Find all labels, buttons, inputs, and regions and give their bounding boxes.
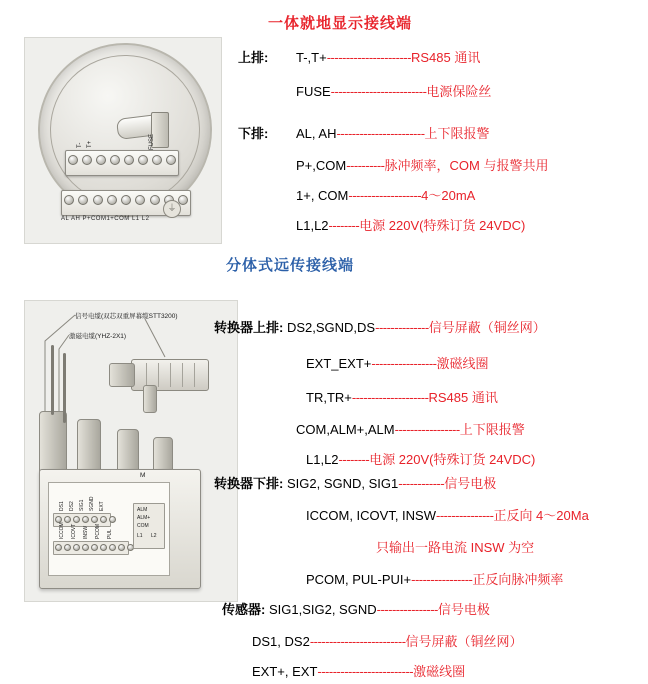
page-title-top: 一体就地显示接线端 <box>268 15 413 32</box>
panel-label-ds2: DS2 <box>69 501 75 511</box>
line-ext-plus: EXT+, EXT-------------------------激磁线圈 <box>252 664 466 679</box>
converter-terminal-panel <box>48 482 170 576</box>
terminal-screws-upper <box>68 155 176 164</box>
panel-label-sig1: SIG1 <box>79 499 85 511</box>
wire-left <box>51 345 54 415</box>
converter-enclosure <box>39 469 201 589</box>
terminal-screws-lower-mini <box>55 544 134 551</box>
line-pcom-pul: PCOM, PUL-PUI+----------------正反向脉冲频率 <box>306 572 564 587</box>
panel-label-pcom: PCOM <box>95 524 101 539</box>
line-l1-l2-bottom: L1,L2--------电源 220V(特殊订货 24VDC) <box>306 452 536 467</box>
panel-label-iccom: ICCOM <box>59 522 65 539</box>
cable-gland-left <box>109 363 135 387</box>
line-ds1-ds2: DS1, DS2-------------------------信号屏蔽（铜丝网） <box>252 634 523 649</box>
line-fuse: FUSE-------------------------电源保险丝 <box>296 84 492 99</box>
panel-label-alm-plus: ALM+ <box>137 515 151 521</box>
label-lower-row: 下排: <box>238 126 269 141</box>
panel-label-ext: EXT <box>99 501 105 511</box>
line-l1-l2-top: L1,L2--------电源 220V(特殊订货 24VDC) <box>296 218 526 233</box>
label-upper-row: 上排: <box>238 50 269 65</box>
wire-second <box>63 353 66 423</box>
photo-integrated-display-terminal <box>24 37 222 244</box>
label-sensor-row: 传感器: SIG1,SIG2, SGND----------------信号电极 <box>222 602 490 617</box>
panel-label-icovt: ICOVT <box>71 523 77 539</box>
enclosure-marker: M <box>140 472 146 479</box>
terminal-label-t-plus: T+ <box>87 140 93 148</box>
coil-cable-label: 激磁电缆(YHZ-2X1) <box>69 333 127 340</box>
panel-label-l2: L2 <box>151 533 157 539</box>
cable-label: 信号电缆(双芯双重屏幕缆STT3200) <box>75 313 178 320</box>
panel-label-l1: L1 <box>137 533 143 539</box>
panel-label-ds1: DS1 <box>59 501 65 511</box>
cable-gland-down <box>143 385 157 413</box>
photo-remote-transmission-terminal <box>24 300 238 602</box>
fuse-label: FUSE <box>149 133 155 150</box>
terminal-caption-lower: AL AH P+COM1+COM L1 L2 <box>61 216 150 222</box>
ground-terminal-icon: ⏚ <box>163 200 181 218</box>
line-com-alm: COM,ALM+,ALM-----------------上下限报警 <box>296 422 525 437</box>
terminal-block-upper <box>65 150 179 176</box>
line-t-rs485: T-,T+----------------------RS485 通讯 <box>296 50 481 65</box>
panel-label-insw: INSW <box>83 525 89 539</box>
label-converter-lower-row: 转换器下排: SIG2, SGND, SIG1------------信号电极 <box>214 476 497 491</box>
line-al-ah: AL, AH-----------------------上下限报警 <box>296 126 490 141</box>
line-1-com: 1+, COM-------------------4～20mA <box>296 188 476 203</box>
panel-label-alm: ALM <box>137 507 148 513</box>
terminal-label-t-minus: T- <box>77 142 83 148</box>
line-p-com: P+,COM----------脉冲频率，COM 与报警共用 <box>296 158 549 173</box>
line-tr-rs485: TR,TR+--------------------RS485 通讯 <box>306 390 498 405</box>
conduit-mid-left <box>77 419 101 475</box>
page-title-middle: 分体式远传接线端 <box>226 257 355 274</box>
line-ext: EXT_EXT+-----------------激磁线圈 <box>306 356 489 371</box>
panel-label-sgnd: SGND <box>89 496 95 511</box>
note-single-current-output: 只输出一路电流 INSW 为空 <box>376 540 535 555</box>
panel-label-pul: PUL <box>107 529 113 539</box>
label-converter-upper-row: 转换器上排: DS2,SGND,DS--------------信号屏蔽（铜丝网） <box>214 320 546 335</box>
panel-label-com: COM <box>137 523 149 529</box>
line-iccom: ICCOM, ICOVT, INSW---------------正反向 4～20Ma <box>306 508 589 523</box>
